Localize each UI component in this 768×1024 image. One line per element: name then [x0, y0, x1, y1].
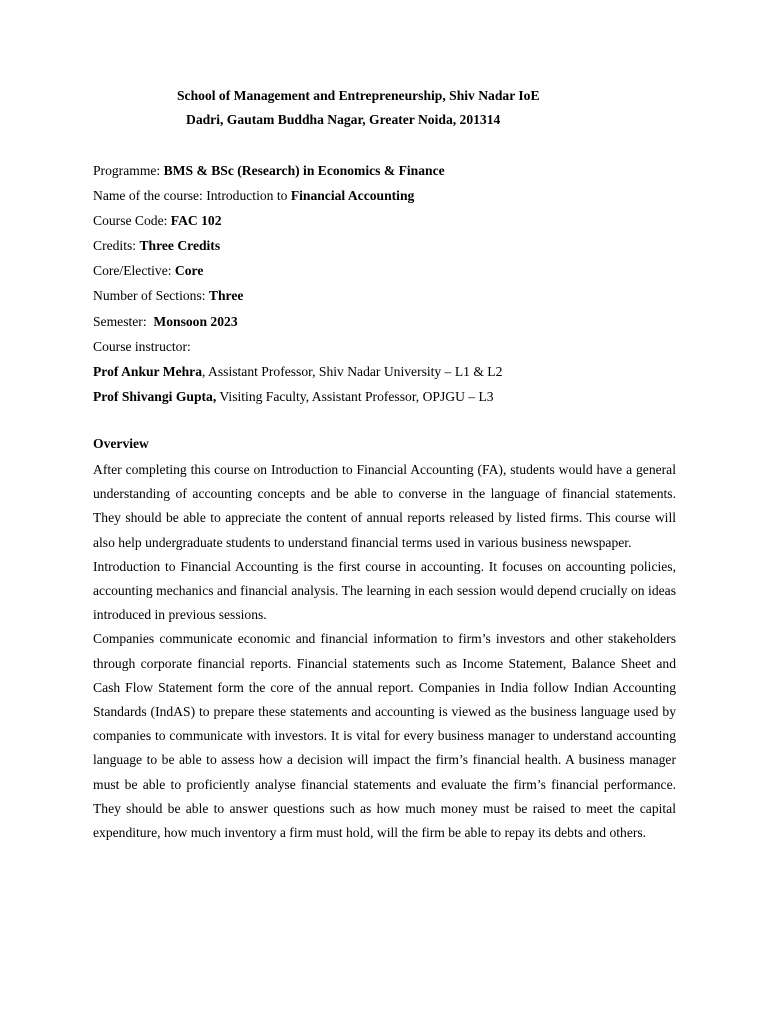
instructor-2-row	[93, 387, 683, 412]
semester-value: Monsoon 2023	[153, 313, 238, 329]
instructor-2-name: Prof Shivangi Gupta,	[93, 388, 217, 404]
course-name-row	[93, 186, 683, 211]
overview-heading: Overview	[93, 436, 149, 451]
overview-paragraph-3: Companies communicate economic and financial information to firm’s investors and other stakeholders through corporate financial reports. Financial statements such as Income Statement, Balance Sheet and Cash Flow Statement form the core of the annual report. Companies in India follow Indian Accounting Standards (IndAS) to prepare these statements and accounting is viewed as the business language used by companies to communicate with investors. It is vital for every business manager to understand accounting language to be able to assess how a decision will impact the firm’s financial health. A business manager must be able to proficiently analyse financial statements and evaluate the firm’s financial performance. They should be able to answer questions such as how much money must be raised to meet the capital expenditure, how much inventory a firm must hold, will the firm be able to repay its debts and others.	[93, 631, 676, 841]
sections-value: Three	[208, 288, 244, 304]
overview-paragraph-2: Introduction to Financial Accounting is the first course in accounting. It focuses on accounting policies, accounting mechanics and financial analysis. The learning in each session would depend crucially on ideas introduced in previous sessions.	[93, 558, 676, 623]
course-info	[93, 161, 683, 412]
programme-row	[93, 161, 683, 186]
instructor-label-row	[93, 337, 683, 362]
instructor-2-details: Visiting Faculty, Assistant Professor, OPJGU – L3	[216, 388, 494, 404]
instructor-1-details: , Assistant Professor, Shiv Nadar University – L1 & L2	[202, 363, 503, 379]
core-elective-row	[93, 261, 683, 286]
core-elective-value: Core	[174, 263, 204, 279]
semester-label: Semester:	[93, 313, 154, 329]
instructor-1-row	[93, 362, 683, 387]
institution-address: Dadri, Gautam Buddha Nagar, Greater Noida, 201314	[186, 112, 501, 127]
credits-value: Three Credits	[139, 238, 221, 254]
programme-value: BMS & BSc (Research) in Economics & Finance	[163, 163, 445, 178]
course-code-row	[93, 211, 683, 236]
overview-section	[93, 434, 676, 845]
programme-label: Programme:	[93, 163, 164, 178]
course-code-value: FAC 102	[170, 213, 222, 229]
core-elective-label: Core/Elective:	[93, 263, 175, 279]
institution-title: School of Management and Entrepreneurship, Shiv Nadar IoE	[177, 88, 540, 103]
instructor-1-name: Prof Ankur Mehra	[93, 363, 203, 379]
instructor-label: Course instructor:	[93, 338, 191, 354]
credits-row	[93, 236, 683, 261]
overview-paragraph-1: After completing this course on Introduction to Financial Accounting (FA), students would have a general understanding of accounting concepts and be able to converse in the language of financial statements. They should be able to appreciate the content of annual reports released by listed firms. This course will also help undergraduate students to understand financial terms used in various business newspaper.	[93, 462, 676, 550]
sections-label: Number of Sections:	[93, 288, 209, 304]
credits-label: Credits:	[93, 238, 140, 254]
sections-row	[93, 286, 683, 311]
course-code-label: Course Code:	[93, 213, 171, 229]
semester-row	[93, 312, 683, 337]
course-name-label: Name of the course: Introduction to	[93, 188, 291, 204]
course-name-value: Financial Accounting	[290, 188, 415, 204]
